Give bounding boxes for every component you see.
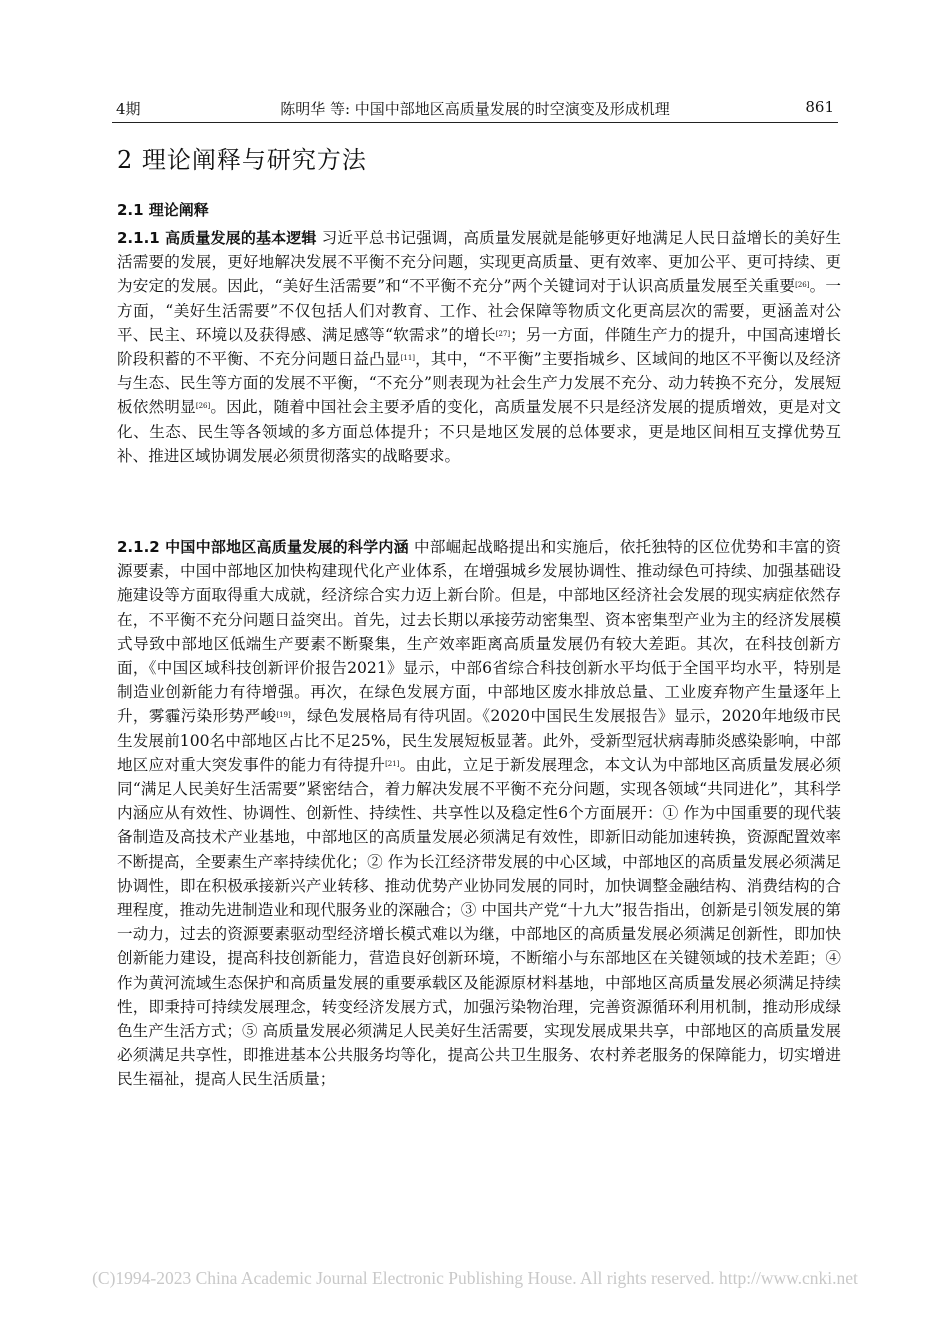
citation-ref[interactable]: [26] bbox=[795, 281, 810, 290]
issue-label: 4期 bbox=[116, 100, 141, 118]
copyright-watermark: (C)1994-2023 China Academic Journal Electronic Publishing House. All rights reserved. http://www.cnki.net bbox=[92, 1268, 858, 1288]
paragraph-heading: 2.1.2 中国中部地区高质量发展的科学内涵 bbox=[117, 538, 409, 556]
paragraph-text: 习近平总书记强调，高质量发展就是能够更好地满足人民日益增长的美好生活需要的发展，更好地解决发展不平衡不充分问题，实现更高质量、更有效率、更加公平、更可持续、更为安定的发展。因此，“美好生活需要”和“不平衡不充分”两个关键词对于认识高质量发展至关重要 bbox=[117, 229, 841, 296]
paragraph-text: ；另一方面，伴随生产力的提升，中国高速增长阶段积蓄的不平衡、不充分问题日益凸显 bbox=[117, 325, 841, 369]
paragraph-heading: 2.1.1 高质量发展的基本逻辑 bbox=[117, 229, 317, 247]
citation-ref[interactable]: [19] bbox=[276, 711, 291, 720]
citation-ref[interactable]: [21] bbox=[385, 759, 400, 768]
paragraph-text: 。一方面，“美好生活需要”不仅包括人们对教育、工作、社会保障等物质文化更高层次的需要，更涵盖对公平、民主、环境以及获得感、满足感等“软需求”的增长 bbox=[117, 277, 841, 344]
page-number: 861 bbox=[805, 98, 834, 116]
paragraph-basic-logic bbox=[117, 226, 841, 468]
paragraph-text: 。由此，立足于新发展理念，本文认为中部地区高质量发展必须同“满足人民美好生活需要”紧密结合，着力解决发展不平衡不充分问题，实现各领域“共同进化”，其科学内涵应从有效性、协调性、创新性、持续性、共享性以及稳定性6个方面展开：① 作为中国重要的现代装备制造及高技术产业基地，中部地区的高质量发展必须满足有效性，即新旧动能加速转换，资源配置效率不断提高，全要素生产率持续优化；② 作为长江经济带发展的中心区域，中部地区的高质量发展必须满足协调性，即在积极承接新兴产业转移、推动优势产业协同发展的同时，加快调整金融结构、消费结构的合理程度，推动先进制造业和现代服务业的深融合；③ 中国共产党“十九大”报告指出，创新是引领发展的第一动力，过去的资源要素驱动型经济增长模式难以为继，中部地区的高质量发展必须满足创新性，即加快创新能力建设，提高科技创新能力，营造良好创新环境，不断缩小与东部地区在关键领域的技术差距；④ 作为黄河流域生态保护和高质量发展的重要承载区及能源原材料基地，中部地区高质量发展必须满足持续性，即秉持可持续发展理念，转变经济发展方式，加强污染物治理，完善资源循环利用机制，推动形成绿色生产生活方式；⑤ 高质量发展必须满足人民美好生活需要，实现发展成果共享，中部地区的高质量发展必须满足共享性，即推进基本公共服务均等化，提高公共卫生服务、农村养老服务的保障能力，切实增进民生福祉，提高人民生活质量； bbox=[117, 755, 841, 1089]
section-title: 2 理论阐释与研究方法 bbox=[117, 146, 367, 174]
citation-ref[interactable]: [26] bbox=[195, 402, 211, 411]
paragraph-text: 。因此，随着中国社会主要矛盾的变化，高质量发展不只是经济发展的提质增效，更是对文化、生态、民生等各领域的多方面总体提升；不只是地区发展的总体要求，更是地区间相互支撑优势互补、推进区域协调发展必须贯彻落实的战略要求。 bbox=[117, 398, 841, 465]
running-header bbox=[112, 96, 838, 123]
running-title: 陈明华 等: 中国中部地区高质量发展的时空演变及形成机理 bbox=[280, 100, 670, 118]
paragraph-text: ，其中，“不平衡”主要指城乡、区域间的地区不平衡以及经济与生态、民生等方面的发展不平衡，“不充分”则表现为社会生产力发展不充分、动力转换不充分，发展短板依然明显 bbox=[117, 350, 841, 417]
paragraph-scientific-connotation bbox=[117, 535, 841, 1092]
paragraph-text: 中部崛起战略提出和实施后，依托独特的区位优势和丰富的资源要素，中国中部地区加快构建现代化产业体系，在增强城乡发展协调性、推动绿色可持续、加强基础设施建设等方面取得重大成就，经济综合实力迈上新台阶。但是，中部地区经济社会发展的现实病症依然存在，不平衡不充分问题日益突出。首先，过去长期以承接劳动密集型、资本密集型产业为主的经济发展模式导致中部地区低端生产要素不断聚集，生产效率距离高质量发展仍有较大差距。其次，在科技创新方面，《中国区域科技创新评价报告2021》显示，中部6省综合科技创新水平均低于全国平均水平，特别是制造业创新能力有待增强。再次，在绿色发展方面，中部地区废水排放总量、工业废弃物产生量逐年上升，雾霾污染形势严峻 bbox=[117, 538, 841, 726]
citation-ref[interactable]: [27] bbox=[495, 329, 511, 338]
citation-ref[interactable]: [11] bbox=[400, 354, 416, 363]
subsection-title: 2.1 理论阐释 bbox=[117, 201, 209, 219]
paragraph-text: ，绿色发展格局有待巩固。《2020中国民生发展报告》显示，2020年地级市民生发展前100名中部地区占比不足25%，民生发展短板显著。此外，受新型冠状病毒肺炎感染影响，中部地区应对重大突发事件的能力有待提升 bbox=[117, 707, 841, 774]
